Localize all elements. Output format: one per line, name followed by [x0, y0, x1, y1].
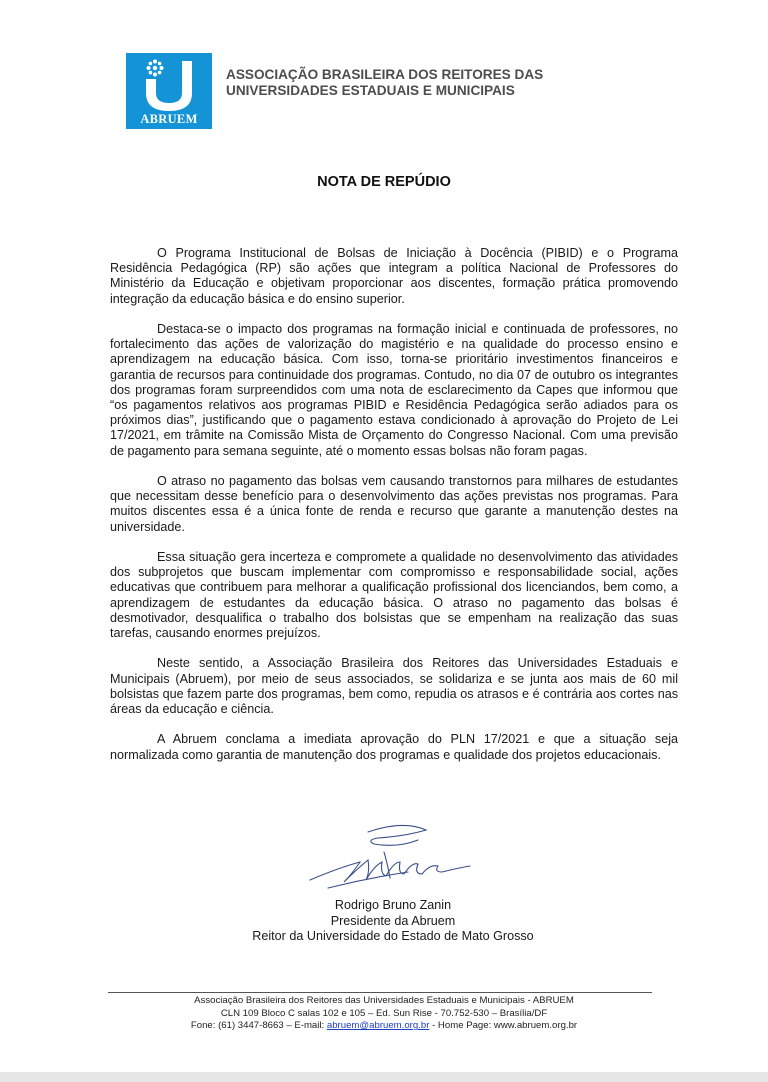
footer	[100, 995, 668, 1033]
footer-divider	[108, 992, 652, 993]
signer-role-2: Reitor da Universidade do Estado de Mato Grosso	[252, 929, 534, 943]
paragraph-5: Neste sentido, a Associação Brasileira dos Reitores das Universidades Estaduais e Municipais (Abruem), por meio de seus associados, se solidariza e se junta aos mais de 60 mil bolsistas que fazem parte dos programas, bem como, repudia os atrasos e é contrária aos cortes nas áreas da educação e ciência.	[110, 656, 678, 717]
signer-role-1: Presidente da Abruem	[330, 913, 456, 928]
document-title: NOTA DE REPÚDIO	[317, 174, 451, 190]
footer-contact	[100, 1020, 668, 1033]
bottom-band	[0, 1072, 768, 1082]
footer-email-link[interactable]: abruem@abruem.org.br	[326, 1020, 430, 1032]
paragraph-4: Essa situação gera incerteza e compromete a qualidade no desenvolvimento das atividades dos subprojetos que buscam implementar com compromisso e responsabilidade social, ações educativas que contribuem para melhorar a qualificação profissional dos licenciandos, bem como, a aprendizagem de estudantes da educação básica. O atraso no pagamento das bolsas é desmotivador, desqualifica o trabalho dos bolsistas que se empenham na realização das suas tarefas, causando enormes prejuízos.	[110, 550, 678, 641]
paragraph-2: Destaca-se o impacto dos programas na formação inicial e continuada de professores, no fortalecimento das ações de valorização do magistério e na qualidade do processo ensino e aprendizagem na educação básica. Com isso, torna-se prioritário investimentos financeiros e garantia de recursos para continuidade dos programas. Contudo, no dia 07 de outubro os integrantes dos programas foram surpreendidos com uma nota de esclarecimento da Capes que informou que “os pagamentos relativos aos programas PIBID e Residência Pedagógica serão adiados para os próximos dias”, justificando que o pagamento estava condicionado à aprovação do Projeto de Lei 17/2021, em trâmite na Comissão Mista de Orçamento do Congresso Nacional. Com uma previsão de pagamento para semana seguinte, até o momento essas bolsas não foram pagas.	[110, 322, 678, 458]
footer-line-1: Associação Brasileira dos Reitores das Universidades Estaduais e Municipais - ABRUEM	[194, 995, 574, 1006]
handwritten-signature	[308, 822, 478, 892]
paragraph-6: A Abruem conclama a imediata aprovação do PLN 17/2021 e que a situação seja normalizada como garantia de manutenção dos programas e qualidade dos projetos educacionais.	[110, 732, 678, 762]
paragraph-1: O Programa Institucional de Bolsas de Iniciação à Docência (PIBID) e o Programa Residência Pedagógica (RP) são ações que integram a política Nacional de Professores do Ministério da Educação e objetivam proporcionar aos discentes, formação prática promovendo integração da educação básica e do ensino superior.	[110, 246, 678, 306]
footer-phone: Fone: (61) 3447-8663 – E-mail:	[190, 1020, 327, 1032]
abruem-logo	[126, 53, 212, 129]
paragraph-3: O atraso no pagamento das bolsas vem causando transtornos para milhares de estudantes que necessitam desse benefício para o desenvolvimento das ações previstas nos programas. Para muitos discentes essa é a única fonte de renda e recurso que garante a manutenção destes na universidade.	[110, 474, 678, 534]
signer-block	[200, 898, 586, 945]
document-body	[110, 246, 678, 778]
logo-wordmark: ABRUEM	[140, 112, 198, 126]
signer-name: Rodrigo Bruno Zanin	[334, 898, 452, 912]
footer-line-2: CLN 109 Bloco C salas 102 e 105 – Ed. Sun Rise - 70.752-530 – Brasília/DF	[220, 1007, 548, 1019]
org-name-line-2: UNIVERSIDADES ESTADUAIS E MUNICIPAIS	[226, 83, 515, 98]
org-name-line-1: ASSOCIAÇÃO BRASILEIRA DOS REITORES DAS	[226, 67, 544, 82]
organization-name	[226, 67, 586, 99]
footer-homepage: - Home Page: www.abruem.org.br	[429, 1020, 578, 1032]
